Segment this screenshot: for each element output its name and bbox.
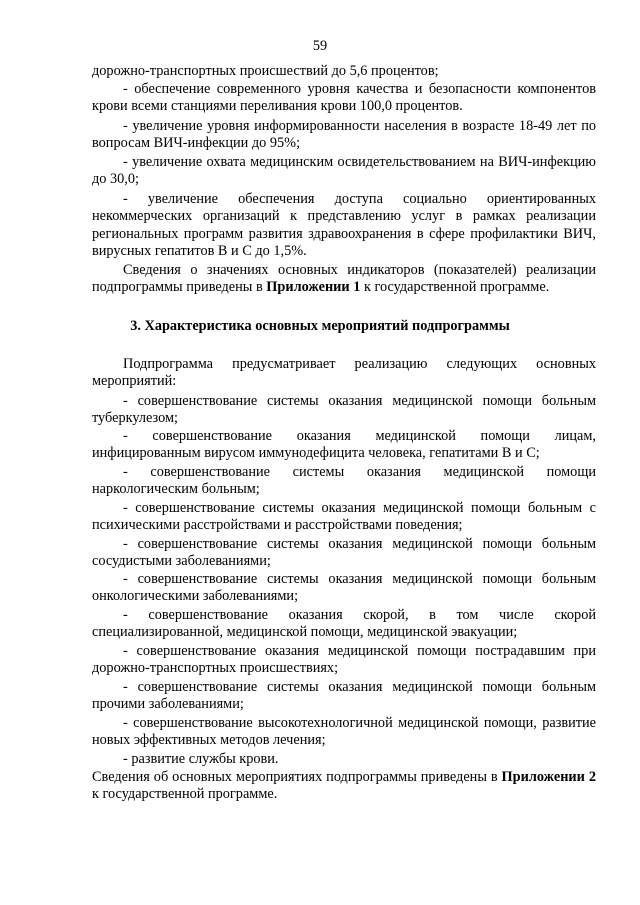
top-item-continuation: дорожно-транспортных происшествий до 5,6 процентов; bbox=[92, 63, 439, 79]
measure-item: - совершенствование системы оказания медицинской помощи больным туберкулезом; bbox=[92, 393, 596, 427]
indicators-note-text: Сведения о значениях основных индикаторов (показателей) реализации подпрограммы приведены в bbox=[92, 262, 596, 296]
indicators-note bbox=[92, 262, 596, 297]
measure-item: - совершенствование системы оказания медицинской помощи больным сосудистыми заболеваниями; bbox=[92, 536, 596, 570]
measure-item: - совершенствование оказания медицинской помощи лицам, инфицированным вирусом иммунодефицита человека, гепатитами В и С; bbox=[92, 428, 596, 462]
indicators-note-tail: к государственной программе. bbox=[360, 279, 550, 296]
measure-item: - совершенствование оказания медицинской помощи пострадавшим при дорожно-транспортных происшествиях; bbox=[92, 643, 596, 677]
measures-note-tail: к государственной программе. bbox=[92, 786, 278, 803]
list-item: - увеличение обеспечения доступа социально ориентированных некоммерческих организаций к представлению услуг в рамках реализации региональных программ развития здравоохранения в сфере профилактики ВИЧ, вирусных гепатитов В и С до 1,5%. bbox=[92, 191, 596, 260]
measure-item: - совершенствование высокотехнологичной медицинской помощи, развитие новых эффективных методов лечения; bbox=[92, 715, 596, 749]
measures-note bbox=[92, 769, 596, 804]
list-item: - обеспечение современного уровня качества и безопасности компонентов крови всеми станциями переливания крови 100,0 процентов. bbox=[92, 81, 596, 115]
measure-item: - совершенствование системы оказания медицинской помощи больным прочими заболеваниями; bbox=[92, 679, 596, 713]
measure-item: - совершенствование системы оказания медицинской помощи наркологическим больным; bbox=[92, 464, 596, 498]
page-number: 59 bbox=[312, 38, 328, 54]
measures-intro: Подпрограмма предусматривает реализацию следующих основных мероприятий: bbox=[92, 356, 596, 390]
appendix-2-reference: Приложении 2 bbox=[501, 769, 596, 785]
measure-item: - совершенствование системы оказания медицинской помощи больным с психическими расстройствами и расстройствами поведения; bbox=[92, 500, 596, 534]
measures-note-text: Сведения об основных мероприятиях подпрограммы приведены в bbox=[92, 769, 502, 785]
measure-item: - совершенствование системы оказания медицинской помощи больным онкологическими заболеваниями; bbox=[92, 571, 596, 605]
measure-item: - развитие службы крови. bbox=[123, 751, 279, 767]
section-heading: 3. Характеристика основных мероприятий подпрограммы bbox=[130, 318, 510, 334]
list-item: - увеличение уровня информированности населения в возрасте 18-49 лет по вопросам ВИЧ-инфекции до 95%; bbox=[92, 118, 596, 152]
measure-item: - совершенствование оказания скорой, в том числе скорой специализированной, медицинской помощи, медицинской эвакуации; bbox=[92, 607, 596, 641]
list-item: - увеличение охвата медицинским освидетельствованием на ВИЧ-инфекцию до 30,0; bbox=[92, 154, 596, 188]
appendix-1-reference: Приложении 1 bbox=[266, 279, 361, 296]
